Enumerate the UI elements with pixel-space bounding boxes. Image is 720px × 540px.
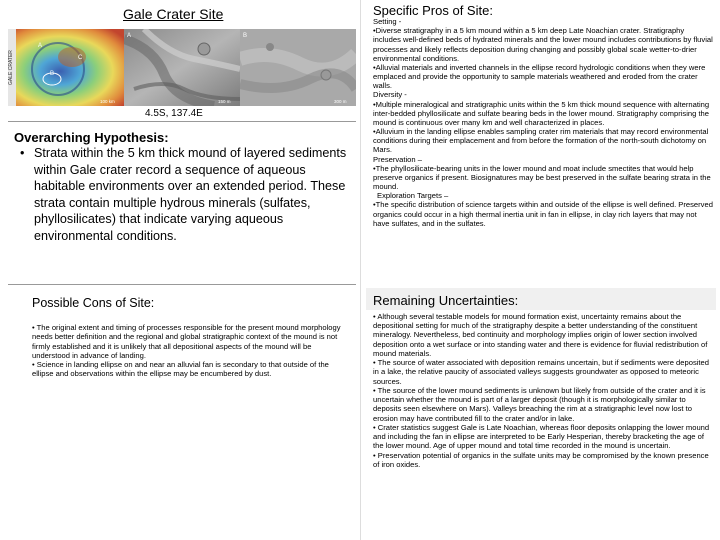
pros-paragraph: •Multiple mineralogical and stratigraphic units within the 5 km thick mound sequence with alternating inter-bedded phyllosilicate and sulfate bearing beds in the lower mound. Stratigraphy comprising the mound is continuous over many km and well characterized in places. [373, 99, 710, 127]
svg-text:A: A [127, 33, 132, 39]
marker-a: A [38, 43, 43, 49]
pros-heading: Setting - [373, 17, 402, 26]
pros-paragraph: •Diverse stratigraphy in a 5 km mound within a 5 km deep Late Noachian crater. Stratigraphy includes well-defined beds of hydrated minerals and the lower mound includes contributions by fluvial processes and likely reflects deposition during changing and possibly global scale wetter-to-drier environmental conditions. [373, 26, 713, 63]
hypothesis-text: Strata within the 5 km thick mound of layered sediments within Gale crater record a sequence of aqueous habitable environments over an extended period. These strata contain multiple hydrous minerals (sulfates, phyllosilicates) that indicate varying aqueous environmental conditions. [34, 146, 347, 243]
remaining-body [373, 312, 713, 469]
hypothesis-title: Overarching Hypothesis: [14, 130, 169, 145]
pros-body [373, 17, 713, 228]
site-title: Gale Crater Site [123, 6, 224, 22]
pros-paragraph: •Alluvial materials and inverted channels in the ellipse record hydrologic conditions when they were emplaced and provide the opportunity to sample materials weathered and eroded from the crater walls. [373, 62, 706, 91]
cons-title: Possible Cons of Site: [32, 296, 155, 310]
marker-b: B [50, 71, 55, 77]
pros-paragraph: •Alluvium in the landing ellipse enables sampling crater rim materials that may record environmental conditions during their emplacement and from before the formation of the north-south dichotomy on Mars. [373, 127, 709, 155]
orbital-image-1 [124, 29, 240, 106]
cons-body [32, 323, 344, 379]
pros-title: Specific Pros of Site: [373, 3, 493, 18]
pros-paragraph: •The phyllosilicate-bearing units in the lower mound and moat include smectites that would help preserve organics if present. Biosignatures may be best preserved in the sulfate bearing strata in the mound. [373, 163, 711, 192]
remaining-paragraph: • The source of water associated with deposition remains uncertain, but if sediments were deposited in a lake, the relative paucity of associated valleys suggests groundwater as opposed to meteoric sources. [373, 358, 709, 386]
remaining-paragraph: • Crater statistics suggest Gale is Late Noachian, whereas floor deposits onlapping the lower mound and including the fan in ellipse are interpreted to be Early Hesperian, thereby bracketing the age of the lower mound. Age of upper mound and total time recorded in the mound is uncertain. [373, 422, 710, 451]
topographic-map [8, 29, 124, 106]
pros-heading: Exploration Targets – [377, 191, 449, 201]
hypothesis-section [8, 121, 356, 282]
marker-c: C [78, 55, 83, 61]
cons-paragraph: • Science in landing ellipse on and near an alluvial fan is secondary to that outside of the ellipse and observations within the ellipse may be encumbered by dust. [32, 360, 329, 379]
cons-paragraph: • The original extent and timing of processes responsible for the present mound morphology needs better definition and the regional and global stratigraphic context of the mound is not firmly established and it is unlikely that all depositional aspects of the mound will be understood in advance of landing. [32, 323, 341, 360]
svg-text:B: B [243, 33, 248, 39]
bullet-icon: • [20, 146, 25, 160]
remaining-title: Remaining Uncertainties: [373, 293, 519, 308]
section-divider [8, 284, 356, 285]
hypothesis-body [20, 145, 352, 245]
image-strip [8, 29, 356, 106]
pros-paragraph: •The specific distribution of science targets within and outside of the ellipse is well defined. Preserved organics could occur in a high thermal inertia unit in fan in ellipse, in clay rich layers that may not have sulfates, and in the sulfates. [373, 200, 713, 228]
column-divider [360, 0, 361, 540]
remaining-paragraph: • Although several testable models for mound formation exist, uncertainty remains about the depositional setting for much of the stratigraphy despite a better understanding of the constituent mineralogy. Nevertheless, bed continuity and morphology implies origin of lower section involved deposition onto a wet surface or into standing water and there is evidence for fluvial redistribution of mound materials. [373, 312, 708, 358]
remaining-paragraph: • The source of the lower mound sediments is unknown but likely from outside of the crater and it is uncertain whether the mound is part of a larger deposit (though it is morphologically similar to deposits seen elsewhere on Mars). Valleys breaching the rim at a stratigraphic level now lost to erosion may have contributed fill to the crater and/or in lake. [373, 385, 706, 423]
pros-heading: Preservation – [373, 154, 422, 164]
side-label: GALE CRATER [8, 50, 14, 85]
scale-label-3: 300 m [334, 99, 347, 104]
site-coordinates: 4.5S, 137.4E [145, 108, 203, 119]
remaining-paragraph: • Preservation potential of organics in the sulfate units may be compromised by the known presence of iron oxides. [373, 450, 709, 469]
scale-label-1: 100 km [100, 99, 115, 104]
pros-heading: Diversity - [373, 90, 407, 100]
scale-label-2: 150 m [218, 99, 231, 104]
orbital-image-2 [240, 29, 356, 106]
